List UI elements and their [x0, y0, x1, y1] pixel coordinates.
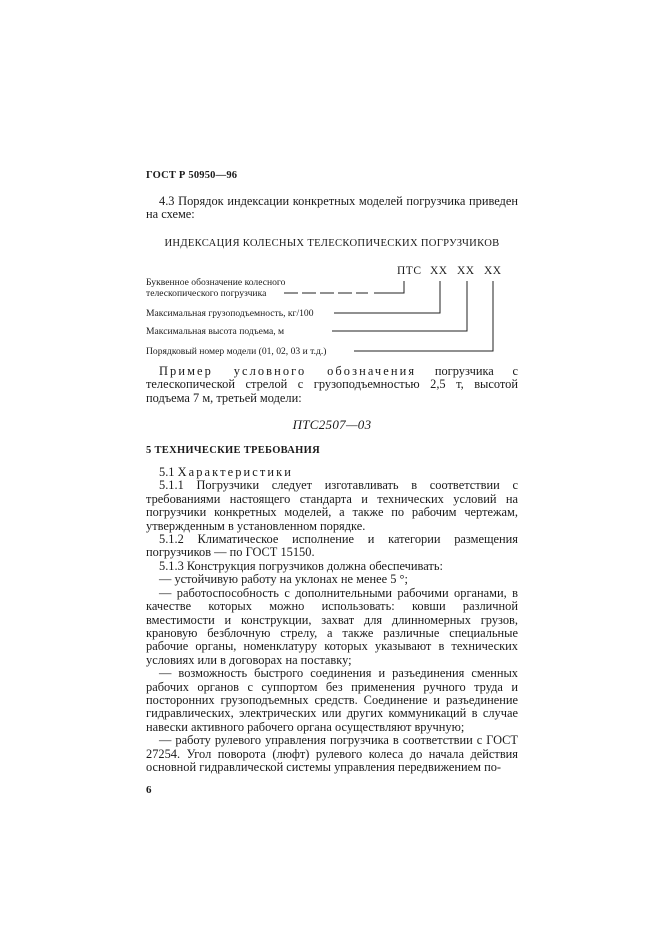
subsection-number: 5.1 — [159, 465, 175, 480]
paragraph-5-1-3: 5.1.3 Конструкция погрузчиков должна обеспечивать: — [159, 558, 443, 573]
code-xx-3: ХХ — [484, 264, 502, 277]
example-paragraph — [146, 365, 518, 405]
indexation-scheme — [146, 251, 518, 355]
code-xx-1: ХХ — [430, 264, 448, 277]
subsection-5-1-title — [146, 466, 518, 479]
example-code: ПТС2507—03 — [292, 417, 372, 433]
paragraph-5-1-1: 5.1.1 Погрузчики следует изготавливать в соответствии с требованиями настоящего стандарта и технических условий на погрузчики конкретных моделей, а также по рабочим чертежам, утвержденным в установленном порядке. — [146, 478, 518, 533]
example-text: погрузчика с телескопической стрелой с грузоподъемностью 2,5 т, высотой подъема 7 м, третьей модели: — [146, 363, 518, 405]
section-5-title: 5 ТЕХНИЧЕСКИЕ ТРЕБОВАНИЯ — [146, 445, 320, 457]
label-model-number: Порядковый номер модели (01, 02, 03 и т.д.) — [146, 345, 327, 357]
example-lead: Пример условного обозначения — [159, 363, 417, 378]
leader-line-4 — [354, 281, 493, 351]
code-pts: ПТС — [397, 264, 422, 277]
doc-header: ГОСТ Р 50950—96 — [146, 170, 238, 181]
label-letter-designation-line2: телескопического погрузчика — [146, 287, 267, 299]
paragraph-5-1-2: 5.1.2 Климатическое исполнение и категории размещения погрузчиков — по ГОСТ 15150. — [146, 532, 518, 560]
leader-line-3 — [332, 281, 467, 331]
list-item-quick-coupling: — возможность быстрого соединения и разъединения сменных рабочих органов с суппортом без применения ручного труда и посторонних грузоподъемных средств. Соединение и разъединение гидравлических, электрических или других коммуникаций в случае навески активного рабочего органа осуществляют вручную; — [146, 666, 518, 734]
list-item-steering: — работу рулевого управления погрузчика в соответствии с ГОСТ 27254. Угол поворота (люфт) рулевого колеса до начала действия основной гидравлической системы управления передвижением по- — [146, 733, 518, 774]
label-load-capacity: Максимальная грузоподъемность, кг/100 — [146, 307, 314, 319]
subsection-name: Характеристики — [177, 465, 293, 480]
document-page — [146, 170, 518, 796]
list-item-attachments: — работоспособность с дополнительными рабочими органами, в качестве которых можно использовать: ковши различной вместимости и конструкции, захват для длинномерных грузов, крановую безблочную стрелу, а также различные специальные рабочие органы, номенклатуру которых указывают в технических условиях или в договорах на поставку; — [146, 585, 518, 667]
scheme-title: ИНДЕКСАЦИЯ КОЛЕСНЫХ ТЕЛЕСКОПИЧЕСКИХ ПОГРУЗЧИКОВ — [164, 237, 500, 249]
page-number: 6 — [146, 784, 152, 797]
paragraph-4-3: 4.3 Порядок индексации конкретных моделей погрузчика приведен на схеме: — [146, 194, 518, 222]
label-lift-height: Максимальная высота подъема, м — [146, 325, 285, 337]
list-item-slopes: — устойчивую работу на уклонах не менее 5 °; — [159, 572, 408, 587]
code-xx-2: ХХ — [457, 264, 475, 277]
leader-line-1 — [374, 281, 404, 293]
leader-line-2 — [334, 281, 440, 313]
label-letter-designation-line1: Буквенное обозначение колесного — [146, 276, 286, 288]
